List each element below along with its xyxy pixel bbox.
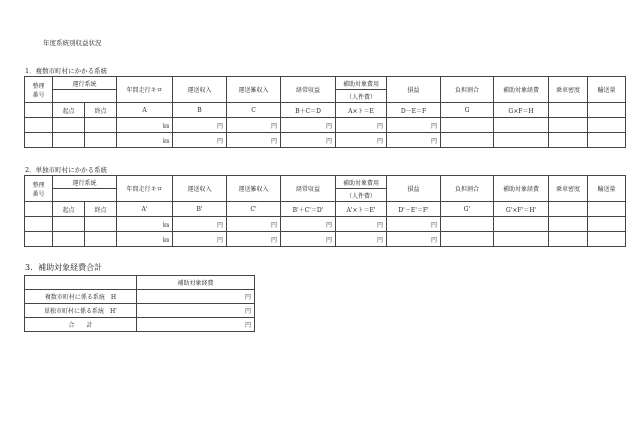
summary-col-header: 補助対象経費: [137, 276, 255, 290]
summary-row: [25, 318, 255, 332]
section3-heading: 3．補助対象経費合計: [25, 263, 103, 272]
sub-blank: [25, 202, 53, 217]
header-route-blank: [53, 189, 117, 202]
header-personnel-cost: （人件費）: [336, 189, 387, 202]
sub-blank: [588, 103, 626, 118]
header-share-ratio: 負担割合: [441, 77, 494, 103]
unit-km: ㎞: [117, 133, 173, 148]
summary-row-unit: 円: [137, 304, 255, 318]
section2-table: [24, 175, 626, 247]
sub-recurring: B＋C＝D: [281, 103, 336, 118]
header-fare-revenue: 運送収入: [173, 176, 227, 202]
sub-subsidy: G'×F'＝H': [494, 202, 549, 217]
sub-blank: [588, 202, 626, 217]
header-misc-revenue: 運送雑収入: [227, 77, 281, 103]
unit-km: ㎞: [117, 232, 173, 247]
sub-km: A': [117, 202, 173, 217]
sub-blank: [25, 103, 53, 118]
sub-profit: D'－E'＝F': [387, 202, 441, 217]
section1-table: [24, 76, 626, 148]
header-ride-density: 乗車密度: [549, 176, 588, 202]
summary-table: [24, 275, 255, 332]
header-profit-loss: 損益: [387, 77, 441, 103]
header-seq-no: 整理 番号: [25, 77, 53, 103]
unit-yen: 円: [227, 118, 281, 133]
summary-row-unit: 円: [137, 318, 255, 332]
unit-yen: 円: [281, 232, 336, 247]
sub-recurring: B'＋C'＝D': [281, 202, 336, 217]
unit-km: ㎞: [117, 217, 173, 232]
unit-yen: 円: [387, 232, 441, 247]
section1-heading: 1．複数市町村にかかる系統: [25, 67, 108, 75]
header-subsidy-cost: 補助対象費用: [336, 176, 387, 189]
summary-row: [25, 304, 255, 318]
header-profit-loss: 損益: [387, 176, 441, 202]
sub-end: 終点: [85, 202, 117, 217]
sub-misc: C: [227, 103, 281, 118]
unit-yen: 円: [227, 133, 281, 148]
sub-share: G': [441, 202, 494, 217]
summary-row-label: 複数市町村に係る系統 H: [25, 290, 137, 304]
summary-total-label: 合 計: [25, 318, 137, 332]
sub-fare: B': [173, 202, 227, 217]
unit-yen: 円: [281, 133, 336, 148]
header-recurring-revenue: 経常収益: [281, 176, 336, 202]
sub-subsidy: G×F＝H: [494, 103, 549, 118]
header-transport-volume: 輸送量: [588, 176, 626, 202]
unit-yen: 円: [227, 217, 281, 232]
table-row: [25, 217, 626, 232]
sub-km: A: [117, 103, 173, 118]
header-ride-density: 乗車密度: [549, 77, 588, 103]
summary-row: [25, 290, 255, 304]
unit-yen: 円: [173, 232, 227, 247]
sub-misc: C': [227, 202, 281, 217]
header-fare-revenue: 運送収入: [173, 77, 227, 103]
unit-yen: 円: [173, 217, 227, 232]
header-route-blank: [53, 90, 117, 103]
header-recurring-revenue: 経常収益: [281, 77, 336, 103]
unit-yen: 円: [387, 217, 441, 232]
sub-start: 起点: [53, 202, 85, 217]
unit-yen: 円: [336, 217, 387, 232]
summary-row-unit: 円: [137, 290, 255, 304]
unit-km: ㎞: [117, 118, 173, 133]
unit-yen: 円: [281, 217, 336, 232]
header-share-ratio: 負担割合: [441, 176, 494, 202]
unit-yen: 円: [387, 118, 441, 133]
header-route: 運行系統: [53, 77, 117, 90]
sub-cost: A'×ト＝E': [336, 202, 387, 217]
unit-yen: 円: [336, 133, 387, 148]
header-transport-volume: 輸送量: [588, 77, 626, 103]
header-route: 運行系統: [53, 176, 117, 189]
sub-cost: A×ト＝E: [336, 103, 387, 118]
sub-share: G: [441, 103, 494, 118]
unit-yen: 円: [336, 118, 387, 133]
unit-yen: 円: [387, 133, 441, 148]
header-personnel-cost: （人件費）: [336, 90, 387, 103]
sub-end: 終点: [85, 103, 117, 118]
header-seq-no: 整理 番号: [25, 176, 53, 202]
sub-profit: D－E＝F: [387, 103, 441, 118]
sub-start: 起点: [53, 103, 85, 118]
unit-yen: 円: [173, 133, 227, 148]
unit-yen: 円: [173, 118, 227, 133]
header-misc-revenue: 運送雑収入: [227, 176, 281, 202]
table-row: [25, 133, 626, 148]
sub-blank: [549, 103, 588, 118]
section2-heading: 2．単独市町村にかかる系統: [25, 166, 108, 174]
header-annual-km: 年間走行キロ: [117, 176, 173, 202]
unit-yen: 円: [227, 232, 281, 247]
sub-blank: [549, 202, 588, 217]
header-subsidy-expense: 補助対象経費: [494, 77, 549, 103]
table-row: [25, 118, 626, 133]
document-title: 年度系統別収益状況: [43, 39, 102, 47]
sub-fare: B: [173, 103, 227, 118]
table-row: [25, 232, 626, 247]
header-annual-km: 年間走行キロ: [117, 77, 173, 103]
summary-row-label: 単独市町村に係る系統 H': [25, 304, 137, 318]
unit-yen: 円: [336, 232, 387, 247]
header-subsidy-expense: 補助対象経費: [494, 176, 549, 202]
unit-yen: 円: [281, 118, 336, 133]
header-subsidy-cost: 補助対象費用: [336, 77, 387, 90]
